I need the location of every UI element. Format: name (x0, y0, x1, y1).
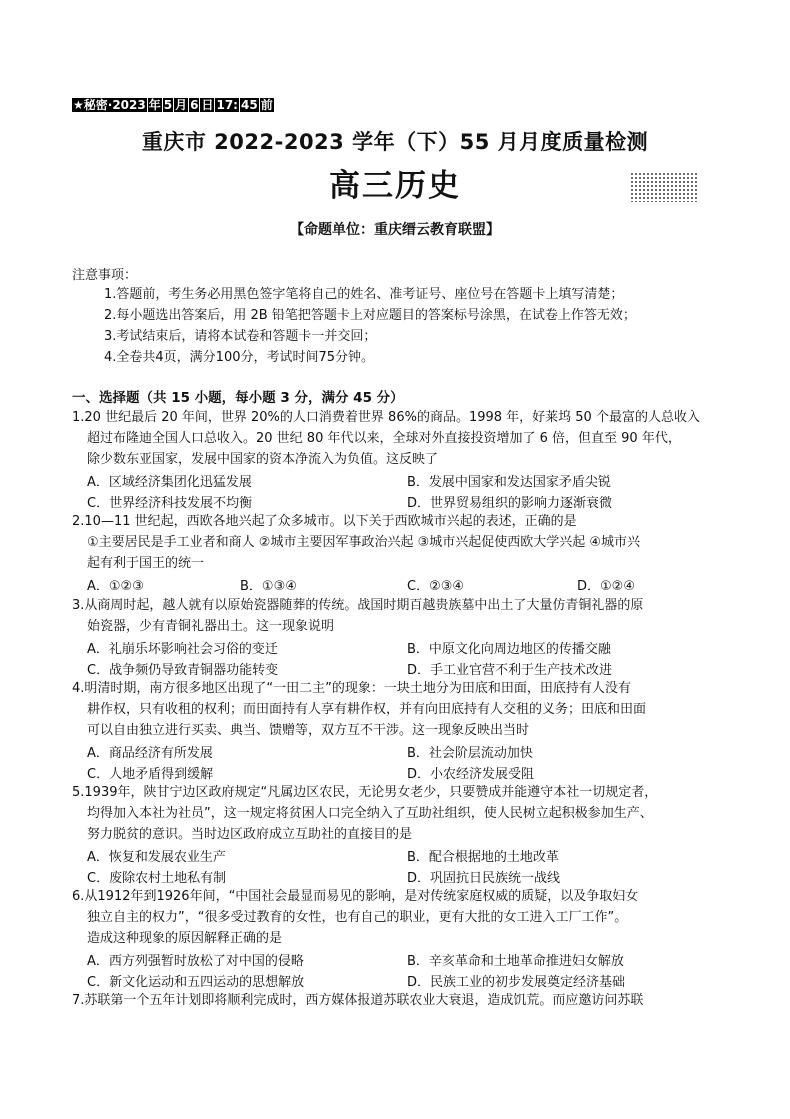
option: D．世界贸易组织的影响力逐渐衰微 (407, 496, 613, 511)
option: D．手工业官营不利于生产技术改进 (407, 663, 613, 678)
decorative-dot-pattern (630, 172, 698, 202)
question-2 (72, 512, 722, 574)
question-line: 6.从1912年到1926年间，“中国社会最显而易见的影响，是对传统家庭权威的质疑，以及争取妇女 (72, 889, 639, 904)
secret-part: 前 (260, 98, 273, 112)
option: A．西方列强暂时放松了对中国的侵略 (87, 954, 304, 969)
question-line: 起有利于国王的统一 (87, 555, 205, 571)
option: C．②③④ (407, 579, 465, 594)
question-line: 5.1939年，陕甘宁边区政府规定“凡属边区农民，无论男女老少，只要赞成并能遵守本社一切规定者， (72, 785, 658, 800)
question-line: 均得加入本社为社员”，这一规定将贫困人口完全纳入了互助社组织，使人民树立起积极参加生产、 (87, 805, 653, 821)
secret-part: 17: (216, 98, 238, 112)
option: A．①②③ (87, 579, 144, 594)
notice-item: 3.考试结束后，请将本试卷和答题卡一并交回； (104, 329, 377, 344)
question-line: 除少数东亚国家，发展中国家的资本净流入为负值。这反映了 (87, 451, 439, 467)
notice-item: 1.答题前，考生务必用黑色签字笔将自己的姓名、准考证号、座位号在答题卡上填写清楚； (104, 287, 624, 302)
issuing-unit: 【命题单位：重庆缙云教育联盟】 (290, 222, 500, 238)
option: C．世界经济科技发展不均衡 (87, 496, 253, 511)
question-line: 造成这种现象的原因解释正确的是 (87, 930, 283, 946)
notice-item: 4.全卷共4页，满分100分，考试时间75分钟。 (104, 350, 375, 365)
question-line: 3.从商周时起，越人就有以原始瓷器随葬的传统。战国时期百越贵族墓中出土了大量仿青铜礼器的原 (72, 598, 644, 613)
question-line: 可以自由独立进行买卖、典当、馈赠等，双方互不干涉。这一现象反映出当时 (87, 722, 530, 738)
option: C．废除农村土地私有制 (87, 871, 227, 886)
notice-item: 2.每小题选出答案后，用 2B 铅笔把答题卡上对应题目的答案标号涂黑，在试卷上作答无效； (104, 308, 636, 323)
question-5 (72, 783, 722, 845)
question-line: 始瓷器，少有青铜礼器出土。这一现象说明 (87, 618, 335, 634)
secret-part: 日 (201, 98, 214, 112)
subject-title: 高三历史 (329, 168, 461, 204)
option: B．①③④ (240, 579, 297, 594)
option: C．人地矛盾得到缓解 (87, 767, 214, 782)
option: D．巩固抗日民族统一战线 (407, 871, 561, 886)
option: B．辛亥革命和土地革命推进妇女解放 (407, 954, 624, 969)
question-line: 超过布隆迪全国人口总收入。20 世纪 80 年代以来，全球对外直接投资增加了 6 倍，但直至 90 年代， (87, 430, 681, 446)
question-line: 2.10—11 世纪起，西欧各地兴起了众多城市。以下关于西欧城市兴起的表述，正确的是 (72, 514, 577, 529)
question-line: 耕作权，只有收租的权利；而田面持有人享有耕作权，并有向田底持有人交租的义务；田底和田面 (87, 701, 647, 717)
question-line: 1.20 世纪最后 20 年间，世界 20%的人口消费着世界 86%的商品。1998 年，好莱坞 50 个最富的人总收入 (72, 410, 700, 425)
option: D．民族工业的初步发展奠定经济基础 (407, 975, 626, 990)
secret-part: 6 (190, 98, 199, 112)
question-7 (72, 991, 722, 1012)
option: A．礼崩乐坏影响社会习俗的变迁 (87, 642, 278, 657)
secret-part: 5 (163, 98, 173, 112)
option: B．社会阶层流动加快 (407, 746, 533, 761)
question-line: ①主要居民是手工业者和商人 ②城市主要因军事政治兴起 ③城市兴起促使西欧大学兴起 ④城市兴 (87, 534, 641, 550)
question-1 (72, 408, 722, 470)
exam-title: 重庆市 2022-2023 学年（下）55 月月度质量检测 (141, 130, 649, 154)
secret-part: 月 (175, 98, 188, 112)
option: B．中原文化向周边地区的传播交融 (407, 642, 611, 657)
option: C．战争频仍导致青铜器功能转变 (87, 663, 279, 678)
option: C．新文化运动和五四运动的思想解放 (87, 975, 305, 990)
question-6 (72, 887, 722, 949)
option: D．小农经济发展受阻 (407, 767, 535, 782)
option: D．①②④ (577, 579, 635, 594)
option: A．区域经济集团化迅猛发展 (87, 475, 252, 490)
secret-part: 45 (240, 98, 258, 112)
question-4 (72, 679, 722, 741)
option: B．发展中国家和发达国家矛盾尖锐 (407, 475, 611, 490)
question-line: 努力脱贫的意识。当时边区政府成立互助社的直接目的是 (87, 826, 413, 842)
notice-heading: 注意事项： (72, 268, 138, 283)
section-heading: 一、选择题（共 15 小题，每小题 3 分，满分 45 分） (72, 390, 404, 406)
option: A．恢复和发展农业生产 (87, 850, 226, 865)
option: B．配合根据地的土地改革 (407, 850, 559, 865)
question-line: 独立自主的权力”，“很多受过教育的女性，也有自己的职业，更有大批的女工进入工厂工作”。 (87, 909, 628, 925)
question-3 (72, 596, 722, 638)
option: A．商品经济有所发展 (87, 746, 213, 761)
secret-part: ★秘密·2023 (73, 98, 146, 112)
secret-part: 年 (148, 98, 161, 112)
confidential-banner (72, 97, 275, 114)
question-line: 4.明清时期，南方很多地区出现了“一田二主”的现象：一块土地分为田底和田面，田底持有人没有 (72, 681, 631, 696)
question-line: 7.苏联第一个五年计划即将顺利完成时，西方媒体报道苏联农业大衰退，造成饥荒。而应邀访问苏联 (72, 993, 644, 1008)
